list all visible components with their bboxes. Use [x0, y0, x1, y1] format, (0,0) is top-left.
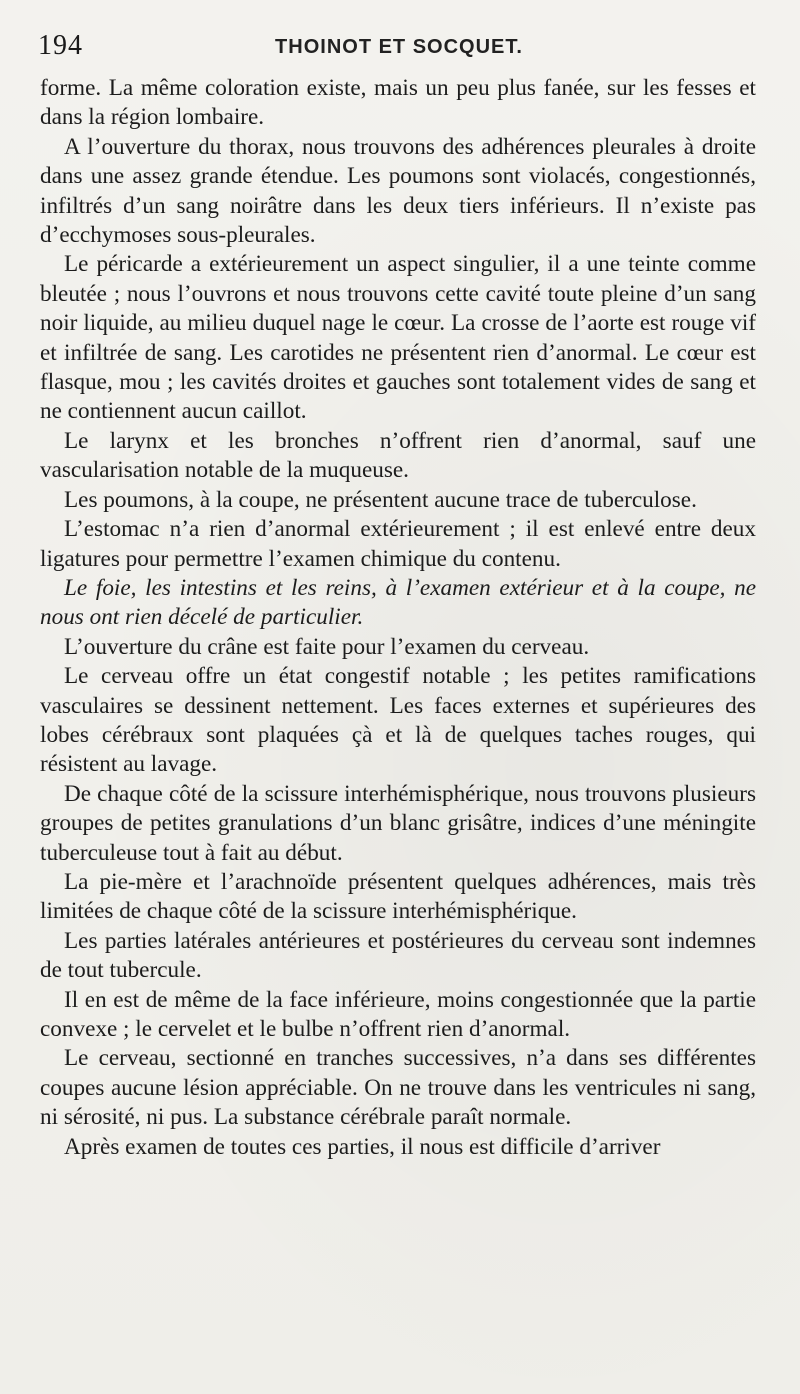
- paragraph-poumons: Les poumons, à la coupe, ne présentent aucune trace de tuberculose.: [64, 486, 697, 513]
- paragraph-crane: L’ouverture du crâne est faite pour l’examen du cerveau.: [64, 633, 590, 660]
- paragraph-continuation: forme. La même coloration existe, mais un peu plus fanée, sur les fesses et dans la région lombaire.: [40, 75, 756, 131]
- paragraph-foie: Le foie, les intestins et les reins, à l’examen extérieur et à la coupe, ne nous ont rien décelé de particulier.: [40, 574, 756, 631]
- paragraph-apres-examen: Après examen de toutes ces parties, il nous est difficile d’arriver: [64, 1133, 661, 1160]
- paragraph-pericarde: Le péricarde a extérieurement un aspect singulier, il a une teinte comme bleutée ; nous l’ouvrons et nous trouvons cette cavité toute pleine d’un sang noir liquide, au milieu duquel nage le cœur. La crosse de l’aorte est rouge vif et infiltrée de sang. Les carotides ne présentent rien d’anormal. Le cœur est flasque, mou ; les cavités droites et gauches sont totalement vides de sang et ne contiennent aucun caillot.: [40, 251, 756, 425]
- paragraph-scissure: De chaque côté de la scissure interhémisphérique, nous trouvons plusieurs groupes de petites granulations d’un blanc grisâtre, indices d’une méningite tuberculeuse tout à fait au début.: [40, 780, 756, 866]
- paragraph-larynx: Le larynx et les bronches n’offrent rien d’anormal, sauf une vascularisation notable de la muqueuse.: [40, 427, 756, 484]
- paragraph-face-inferieure: Il en est de même de la face inférieure, moins congestionnée que la partie convexe ; le cervelet et le bulbe n’offrent rien d’anormal.: [40, 986, 756, 1042]
- paragraph-estomac: L’estomac n’a rien d’anormal extérieurement ; il est enlevé entre deux ligatures pour permettre l’examen chimique du contenu.: [40, 516, 756, 572]
- running-head: THOINOT ET SOCQUET.: [275, 36, 523, 58]
- paragraph-tranches: Le cerveau, sectionné en tranches successives, n’a dans ses différentes coupes aucune lésion appréciable. On ne trouve dans les ventricules ni sang, ni sérosité, ni pus. La substance cérébrale paraît normale.: [40, 1045, 756, 1131]
- paragraph-cerveau-congestif: Le cerveau offre un état congestif notable ; les petites ramifications vasculaires se dessinent nettement. Les faces externes et supérieures des lobes cérébraux sont plaquées çà et là de quelques taches rouges, qui résistent au lavage.: [40, 663, 756, 778]
- page-number: 194: [38, 30, 83, 61]
- paragraph-thorax: A l’ouverture du thorax, nous trouvons des adhérences pleurales à droite dans une assez grande étendue. Les poumons sont violacés, congestionnés, infiltrés d’un sang noirâtre dans les deux tiers inférieurs. Il n’existe pas d’ecchymoses sous-pleurales.: [40, 133, 756, 249]
- page-header: [38, 30, 760, 66]
- paragraph-parties-laterales: Les parties latérales antérieures et postérieures du cerveau sont indemnes de tout tubercule.: [40, 927, 756, 984]
- body-text: [40, 74, 756, 1162]
- paragraph-pie-mere: La pie-mère et l’arachnoïde présentent quelques adhérences, mais très limitées de chaque côté de la scissure interhémisphérique.: [40, 868, 756, 925]
